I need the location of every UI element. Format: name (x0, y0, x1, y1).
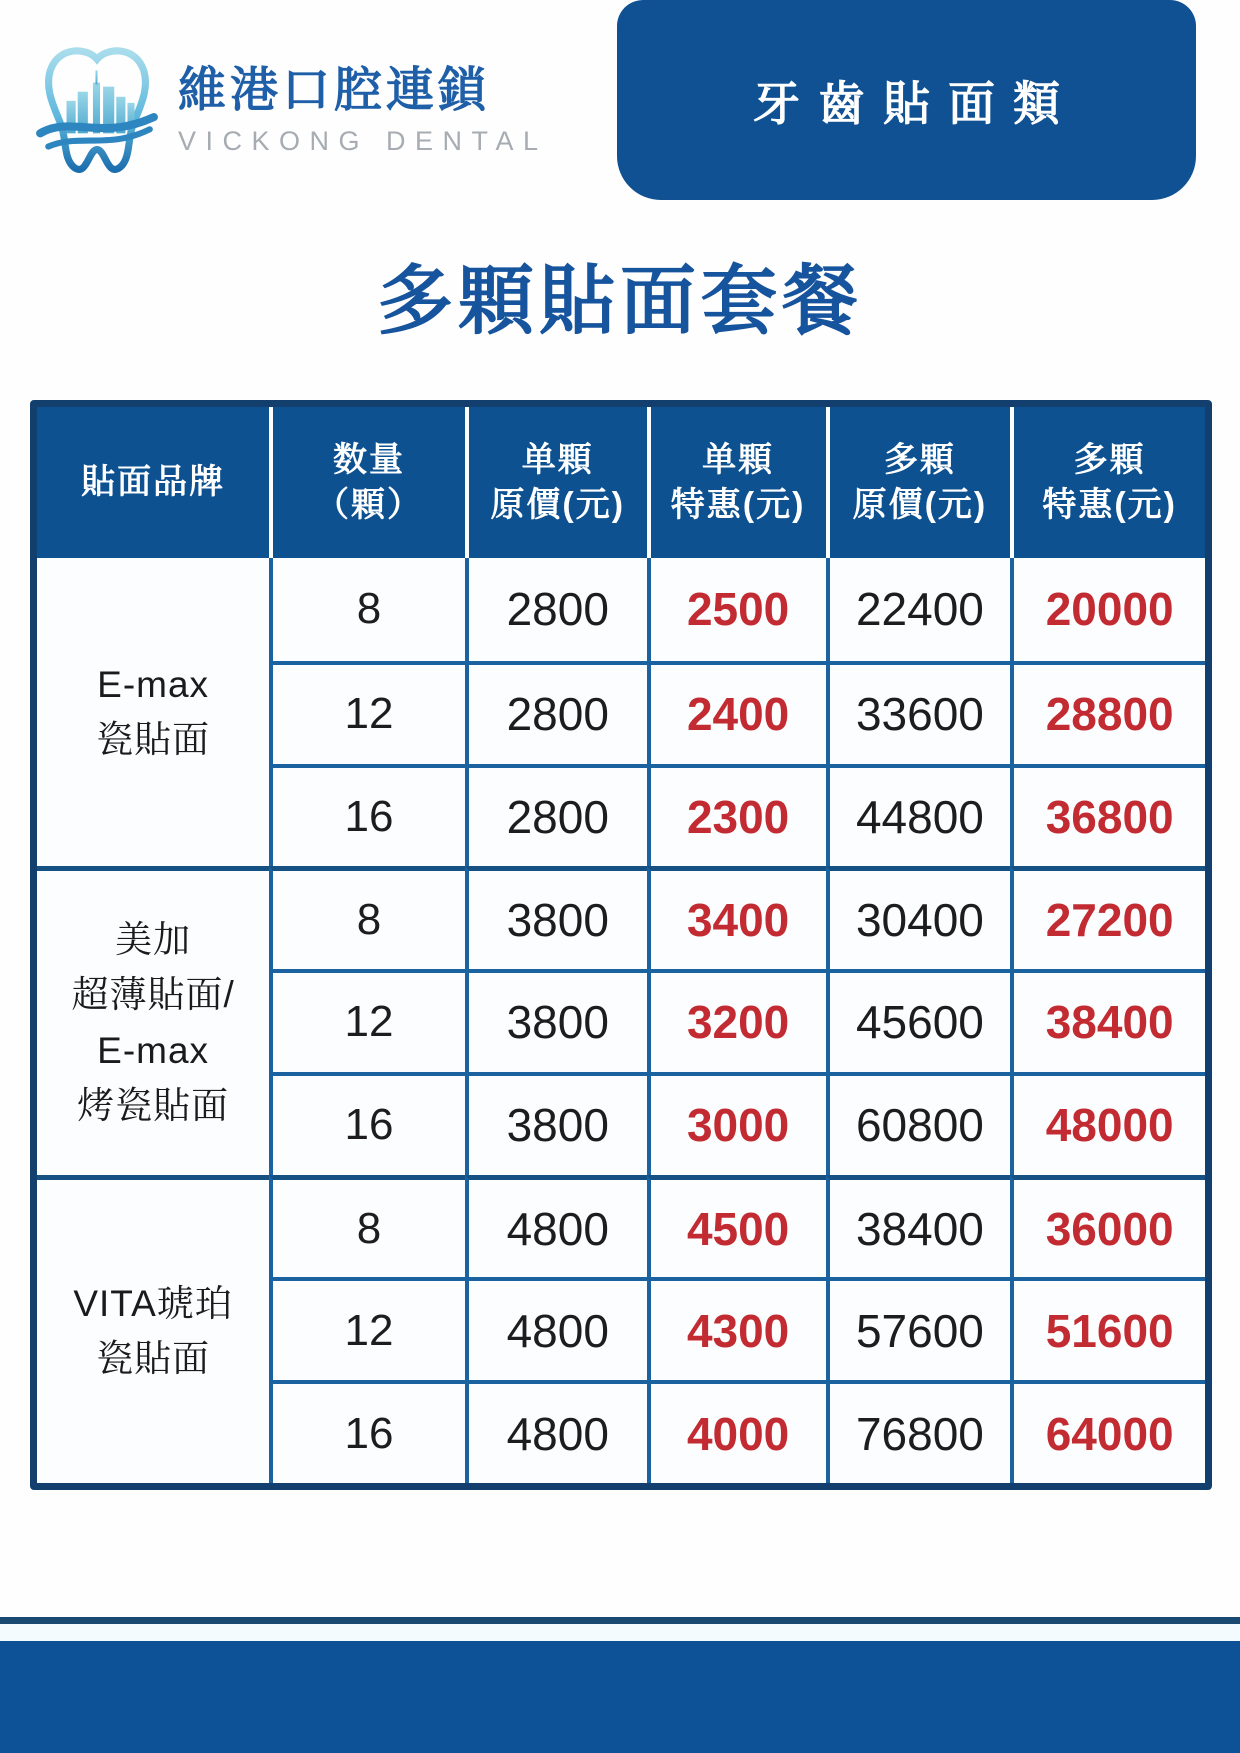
brand-cell (37, 558, 269, 866)
brand-name-en: VICKONG DENTAL (178, 125, 548, 156)
brand-line: 瓷貼面 (96, 719, 211, 761)
brand-line: 烤瓷貼面 (77, 1085, 230, 1127)
single-promo-cell: 2500 (647, 558, 826, 661)
single-orig-cell: 4800 (465, 1175, 647, 1278)
single-orig-cell: 3800 (465, 866, 647, 969)
multi-orig-cell: 57600 (826, 1277, 1011, 1380)
brand-line: E-max (97, 663, 210, 705)
brand-cell (37, 866, 269, 1174)
header-label: 单顆 (521, 441, 594, 480)
qty-cell: 8 (269, 866, 465, 969)
header-cell-brand (37, 407, 269, 558)
single-orig-cell: 4800 (465, 1277, 647, 1380)
footer-band (0, 1641, 1240, 1753)
header-cell-multi-orig (826, 407, 1011, 558)
page-title: 多顆貼面套餐 (377, 259, 863, 344)
single-orig-cell: 3800 (465, 1072, 647, 1175)
header-label: 原價(元) (852, 485, 988, 524)
category-badge (617, 0, 1196, 200)
brand-cell (37, 1175, 269, 1483)
brand-name-zh: 維港口腔連鎖 (178, 64, 491, 118)
multi-promo-cell: 38400 (1010, 969, 1205, 1072)
multi-orig-cell: 45600 (826, 969, 1011, 1072)
qty-cell: 16 (269, 1072, 465, 1175)
header-cell-qty (269, 407, 465, 558)
header-label: 数量 (333, 441, 406, 480)
multi-orig-cell: 44800 (826, 764, 1011, 867)
header-label: 特惠(元) (670, 485, 806, 524)
brand-line: 美加 (115, 918, 192, 960)
header-label: 单顆 (702, 441, 775, 480)
tooth-icon (36, 44, 158, 178)
header-label: 多顆 (1073, 441, 1146, 480)
multi-orig-cell: 38400 (826, 1175, 1011, 1278)
qty-cell: 8 (269, 558, 465, 661)
header-cell-multi-promo (1010, 407, 1205, 558)
header-label: 貼面品牌 (81, 463, 226, 502)
single-promo-cell: 2300 (647, 764, 826, 867)
qty-cell: 12 (269, 661, 465, 764)
brand-line: 超薄貼面/ (71, 974, 235, 1016)
single-promo-cell: 4000 (647, 1380, 826, 1483)
header-label: 多顆 (883, 441, 956, 480)
multi-orig-cell: 22400 (826, 558, 1011, 661)
footer-light-gap (0, 1624, 1240, 1641)
logo-text (178, 65, 548, 157)
multi-promo-cell: 27200 (1010, 866, 1205, 969)
brand-line: E-max (97, 1029, 210, 1071)
multi-promo-cell: 20000 (1010, 558, 1205, 661)
multi-orig-cell: 76800 (826, 1380, 1011, 1483)
header-cell-single-promo (647, 407, 826, 558)
single-orig-cell: 3800 (465, 969, 647, 1072)
brand-line: VITA琥珀 (73, 1282, 233, 1324)
single-promo-cell: 3000 (647, 1072, 826, 1175)
multi-promo-cell: 48000 (1010, 1072, 1205, 1175)
price-table (30, 400, 1212, 1490)
multi-promo-cell: 64000 (1010, 1380, 1205, 1483)
vickong-logo (36, 44, 548, 178)
footer-stripe (0, 1617, 1240, 1624)
single-promo-cell: 3200 (647, 969, 826, 1072)
multi-orig-cell: 33600 (826, 661, 1011, 764)
multi-promo-cell: 51600 (1010, 1277, 1205, 1380)
multi-promo-cell: 36000 (1010, 1175, 1205, 1278)
header-label: 特惠(元) (1042, 485, 1177, 524)
qty-cell: 12 (269, 969, 465, 1072)
qty-cell: 16 (269, 764, 465, 867)
single-orig-cell: 2800 (465, 558, 647, 661)
single-orig-cell: 2800 (465, 764, 647, 867)
single-orig-cell: 4800 (465, 1380, 647, 1483)
single-orig-cell: 2800 (465, 661, 647, 764)
qty-cell: 16 (269, 1380, 465, 1483)
multi-promo-cell: 36800 (1010, 764, 1205, 867)
header-cell-single-orig (465, 407, 647, 558)
multi-orig-cell: 60800 (826, 1072, 1011, 1175)
multi-promo-cell: 28800 (1010, 661, 1205, 764)
single-promo-cell: 4500 (647, 1175, 826, 1278)
header-label: 原價(元) (490, 485, 626, 524)
header-label: （顆） (315, 485, 424, 524)
single-promo-cell: 4300 (647, 1277, 826, 1380)
multi-orig-cell: 30400 (826, 866, 1011, 969)
single-promo-cell: 3400 (647, 866, 826, 969)
qty-cell: 12 (269, 1277, 465, 1380)
category-badge-label: 牙齒貼面類 (753, 76, 1078, 130)
qty-cell: 8 (269, 1175, 465, 1278)
single-promo-cell: 2400 (647, 661, 826, 764)
brand-line: 瓷貼面 (96, 1338, 211, 1380)
